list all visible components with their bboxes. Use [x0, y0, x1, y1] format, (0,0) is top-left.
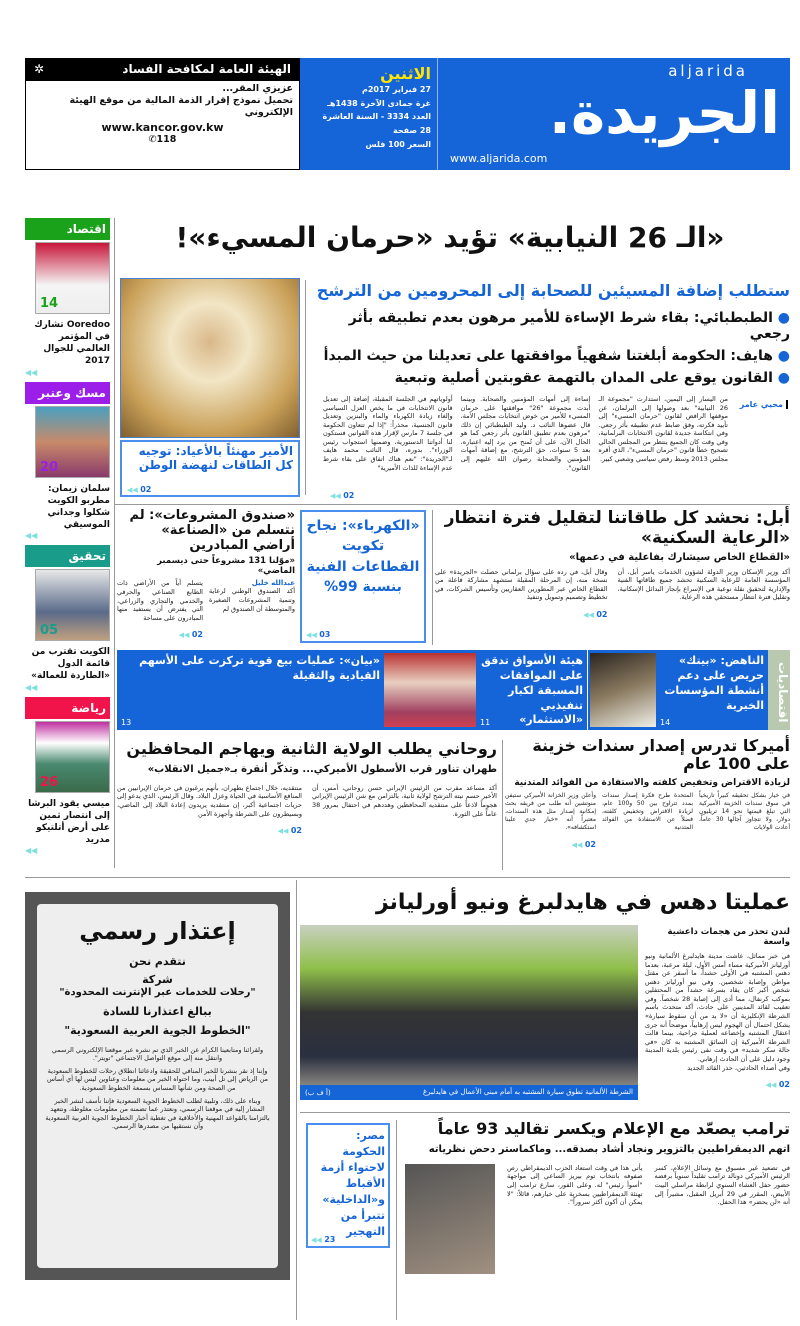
bullet-item: ● القانون يوقع على المدان بالتهمة عقوبتين أصلية وتبعية	[394, 370, 790, 387]
trump-story	[405, 1120, 790, 1274]
main-body-col: أولوياتهم في الجلسة المقبلة، إضافة إلى تعديل قانون الانتخابات في ما يخص العزل السياسي وإلغاء زيادة الكهرباء والماء والبنزين وتعديل قانون الجنسية، محذراً: "إذا لم تتعاون الحكومة في جلسة 7 مارس لإقرار هذه القوانين فستكون لنا أدواتنا الدستورية، وضمنها استجواب رئيس الوزراء". بدوره، قال النائب محمد هايف لـ"الجريدة": "نعم هناك اتفاق على بقاء شرط عدم الإساءة للذات الأميرية"	[322, 395, 453, 472]
top-advertisement[interactable]	[25, 58, 300, 170]
abel-headline: أبل: نحشد كل طاقاتنا لتقليل فترة انتظار «الرعاية السكنية»	[444, 508, 790, 548]
rouhani-body: منتقديه، خلال اجتماع بطهران، بأنهم يرغبون في حرمان الإيرانيين من المنافع الأساسية في الحياة وعزل البلاد. وقال الرئيس، الذي يدعو إلى حريات اجتماعية أكبر، إن منتقديه يريدون إعادة البلاد إلى الماضي، وبسيطرون على الشرطة وأجهزة الأمن	[117, 783, 302, 818]
ad-title: الهيئة العامة لمكافحة الفساد	[122, 62, 291, 76]
apology-advertisement[interactable]	[25, 892, 290, 1280]
sidebar-page-number: 26	[40, 774, 59, 790]
electricity-page-ref[interactable]: 03 ◀◀	[306, 630, 330, 639]
abel-subheadline: «القطاع الخاص سيشارك بفاعلية في دعمها»	[569, 552, 790, 564]
amir-photo	[120, 278, 300, 438]
economy-strip	[117, 650, 790, 730]
trump-subheadline: اتهم الديمقراطيين بالتزوير ونجاد أشاد بصدقه... وماكماستر دحض نظرياته	[428, 1144, 790, 1156]
masthead-website[interactable]: www.aljarida.com	[450, 151, 548, 165]
america-body: المتحدة طرح فكرة إصدار سندات بمدد تتراوح بين 50 و100 عام، لزيادة الاقتراض وتخفيض كلفته، فضلاً عن الاستفادة من الفوائد المتدنية	[602, 792, 693, 831]
egypt-box[interactable]	[306, 1123, 390, 1248]
apology-line: نتقدم نحن	[129, 954, 186, 968]
masthead-logo: الجريدة.	[548, 79, 780, 147]
fund-author: عبدالله خليل	[251, 579, 295, 588]
attacks-headline: عمليتا دهس في هايدلبرغ ونيو أورليانز	[375, 890, 790, 915]
sidebar-caption[interactable]: سلمان زيمان: مطربو الكويت شكلوا وجداني الموسيقي	[47, 483, 110, 530]
amir-caption-box[interactable]	[120, 440, 300, 497]
masthead-date: 27 فبراير 2017م	[361, 85, 431, 95]
fund-body: يتسلم أياً من الأراضي ذات الطابع الصناعي والحرفي والخدمي والتجاري والزراعي، التي يفترض أن يستفيد منها المبادرون على مساحة	[117, 579, 203, 622]
sidebar-page-number: 05	[40, 623, 59, 639]
apology-paragraph: ولقرائنا ومتابعينا الكرام عن الخبر الذي تم نشره عبر موقعنا الإلكتروني الرسمي وانتقل منه إلى موقع التواصل الاجتماعي "تويتر".	[51, 1045, 264, 1063]
fund-page-ref[interactable]: 02 ◀◀	[179, 630, 203, 639]
strip-label: اقتصاديات	[768, 650, 790, 730]
masthead-issue: العدد 3334 - السنة العاشرة	[322, 112, 431, 122]
more-arrows-icon: ◀◀	[25, 846, 38, 856]
strip-photo	[384, 653, 476, 727]
sidebar-caption[interactable]: الكويت تقترب من قائمة الدول «الطاردة للعمالة»	[31, 647, 110, 682]
sidebar-section-label[interactable]: تحقيق	[25, 545, 110, 567]
bullet-item: ● هايف: الحكومة أبلغتنا شفهياً موافقتها على تعديلنا من حيث المبدأ	[323, 348, 790, 365]
egypt-page-ref[interactable]: 23 ◀◀	[311, 1235, 335, 1244]
masthead-pages: 28 صفحة	[392, 125, 431, 135]
more-arrows-icon: ◀◀	[25, 682, 38, 692]
sidebar-page-number: 14	[40, 296, 59, 311]
masthead-day: الاثنين	[380, 64, 431, 83]
main-body-col: إساءة إلى أمهات المؤمنين والصحابة. وبينما أبدت مجموعة "26" موافقتها على حرمان المسيء للأمير من خوض انتخابات مجلس الأمة، قال عضوها النائب د. وليد الطبطبائي إن ذلك "مرهون بعدم تطبيق القانون بأثر رجعي كما هو الحال الآن، على أن تُمنح من يرد إليه اعتباره، بعد 5 سنوات، حق الترشح، مع إضافة أمهات المؤمنين والصحابة رضوان الله عليهم إلى القانون".	[460, 395, 591, 472]
abel-body: أكد وزير الإسكان وزير الدولة لشؤون الخدمات ياسر أبل، أن المؤسسة العامة للرعاية السكنية تحشد جميع طاقاتها الفنية والإدارية لتحقيق نقلة نوعية في الإسراع بإنجاز البدائل الإسكانية، وتقليل فترة انتظار مستحقي هذه الرعاية.	[617, 567, 790, 602]
masthead-latin-logo: aljarida	[668, 62, 748, 80]
main-author: محيي عامر	[740, 400, 788, 409]
sidebar-photo	[35, 569, 110, 641]
fund-story	[117, 509, 295, 641]
strip-item[interactable]: الناهض: «بيتك» حريص على دعم أنشطة المؤسسات الخيرية 14	[660, 654, 764, 727]
more-arrows-icon: ◀◀	[25, 367, 38, 377]
abel-story	[435, 509, 790, 621]
sidebar-section[interactable]	[25, 382, 110, 542]
amir-caption: الأمير مهنئاً بالأعياد: توجيه كل الطاقات لنهضة الوطن	[138, 444, 293, 472]
masthead-price: السعر 100 فلس	[365, 139, 431, 149]
main-bullets	[310, 310, 790, 386]
masthead	[300, 58, 790, 170]
attacks-subheadline: لندن تحذر من هجمات داعشية واسعة	[667, 927, 790, 947]
sidebar-section[interactable]	[25, 218, 110, 378]
strip-item[interactable]: «بيان»: عمليات بيع قوية تركزت على الأسهم القيادية والثقيلة 13	[121, 654, 380, 727]
masthead-info	[300, 58, 438, 170]
egypt-headline: مصر: الحكومة لاحتواء أزمة الأقباط و«الداخلية» تتبرأ من التهجير	[320, 1129, 385, 1238]
sidebar-section-label[interactable]: مسك وعنبر	[25, 382, 110, 404]
sidebar-section-label[interactable]: اقتصاد	[25, 218, 110, 240]
sidebar-section[interactable]	[25, 545, 110, 692]
sidebar-page-number: 20	[40, 459, 59, 475]
sidebar-section[interactable]	[25, 697, 110, 857]
sidebar-photo	[35, 242, 110, 314]
trump-photo	[405, 1164, 495, 1274]
anticorruption-logo-icon: ✲	[34, 62, 45, 76]
main-page-ref[interactable]: 02 ◀◀	[330, 491, 354, 500]
sidebar	[25, 218, 110, 860]
main-body-col: من اليسار إلى اليمين، استدارت "مجموعة الـ 26 النيابية" بعد وصولها إلى البرلمان، عن موقفها الرافض لقانون "حرمان المسيء" إلى تأييد فكرته، وفق ضابط عدم تطبيقه بأثر رجعي. وفي انتكاسة جديدة لقانون الانتخابات البرلمانية، وفي وقت كان الجميع ينتظر من المجلس الحالي تصحيح خطأ قانون "حرمان المسيء"، الذي أقره مجلس 2013 وسط رفض سياسي وشعبي كبير.	[598, 395, 728, 464]
fund-body: أكد الصندوق الوطني لرعاية وتنمية المشروعات الصغيرة والمتوسطة أن الصندوق لم	[209, 587, 295, 613]
apology-paragraph: وإننا إذ نقر بنشرنا للخبر المنافي للحقيقة وادعائنا انطلاق رحلات للخطوط السعودية من الرياض إلى تل أبيب، وما احتواه الخبر من معلومات وعناوين ليس لها أي أساس من الصحة ومن شأنها المساس بسمعة الخطوط السعودية.	[46, 1066, 269, 1092]
abel-body: وقال أبل، في رده على سؤال برلماني حصلت «الجريدة» على نسخة منه، إن المرحلة المقبلة ستشهد مشاركة فاعلة من القطاع الخاص عبر المطورين العقاريين وتأسيس الشركات، في تخطيط وتصميم وتمويل وتنفيذ	[435, 567, 608, 602]
ad-phone: ✆118	[148, 134, 177, 146]
abel-page-ref[interactable]: 02 ◀◀	[583, 610, 607, 619]
apology-paragraph: وبناء على ذلك، وتلبية لطلب الخطوط الجوية السعودية فإننا نأسف لنشر الخبر المشار إليه في موقعنا الرسمي، ونعتذر عما تضمنه من معلومات مغلوطة، ونتعهد بالتزامنا بالقواعد المهنية والأخلاقية في تغطية أخبار الخطوط الجوية العربية السعودية وأن نستقيها من مصدرها الرسمي.	[45, 1096, 270, 1131]
trump-body: يأتي هذا في وقت استعاد الحزب الديمقراطي رص صفوفه بانتخاب توم بيريز الساعي إلى مواجهة "أسوأ رئيس" له. وعلى الفور، سارع ترامب إلى تهنئة الديمقراطيين بسخرية على خيارهم، قائلاً: "لا يمكن أن أكون أكثر سروراً".	[507, 1163, 643, 1207]
apology-company: "رحلات للخدمات عبر الإنترنت المحدودة"	[59, 986, 256, 998]
apology-title: إعتذار رسمي	[79, 917, 236, 945]
rouhani-headline: روحاني يطلب الولاية الثانية ويهاجم المحافظين	[126, 739, 497, 758]
main-headline: «الـ 26 النيابية» تؤيد «حرمان المسيء»!	[175, 221, 725, 254]
america-page-ref[interactable]: 02 ◀◀	[572, 840, 596, 849]
more-arrows-icon: ◀◀	[25, 531, 38, 541]
america-body: وأعلن وزير الخزانة الأميركي ستيفن منوتشين أنه طلب من فريقه بحث إمكانية إصدار مثل هذه السندات، معتبراً أنه «خيار جدي علينا استكشافه».	[505, 792, 596, 831]
attacks-body: وفي أصداء الحادثين، حذر القائد الجديد	[687, 1063, 790, 1072]
ad-title-bar	[26, 59, 299, 81]
rouhani-body: أكد مساعد مقرب من الرئيس الإيراني حسن روحاني، أمس، أن الأخير حسم نيته الترشح لولاية ثانية، بالتزامن مع شن الرئيس الإيراني هجوماً لاذعاً على منتقديه المحافظين وهددهم في احتفال بمرور 38 عاماً على الثورة.	[312, 783, 497, 818]
attacks-photo	[300, 925, 638, 1100]
attacks-page-ref[interactable]: 02 ◀◀	[766, 1080, 790, 1089]
main-subheadline: ستطلب إضافة المسيئين للصحابة إلى المحرومين من الترشح	[316, 281, 790, 300]
strip-photo	[590, 653, 656, 727]
amir-page-ref[interactable]: 02 ◀◀	[127, 485, 151, 494]
apology-line: شركة	[142, 973, 173, 987]
ad-line-1: عزيزي المقر...	[222, 83, 293, 94]
fund-subheadline: «موّلنا 131 مشروعاً حتى ديسمبر الماضي»	[157, 555, 295, 576]
sidebar-caption[interactable]: ميسي يقود البرشا إلى انتصار ثمين على أرض أتلتيكو مدريد	[28, 798, 110, 845]
electricity-box[interactable]	[300, 510, 426, 643]
trump-body: في تصعيد غير مسبوق مع وسائل الإعلام، كسر الرئيس الأميركي دونالد ترامب تقليداً سنوياً برفضه حضور حفل العشاء السنوي لرابطة مراسلي البيت الأبيض، المقرر في 29 أبريل المقبل، مشيراً إلى أنه «لن يحضر» هذا الحفل.	[654, 1163, 790, 1207]
electricity-headline: «الكهرباء»: نجاح تكويت القطاعات الفنية بنسبة 99%	[306, 518, 420, 595]
attacks-body: في خبر مماثل، عاشت مدينة هايدلبرغ الألمانية ونيو أورليانز الأميركية مساء أمس الأول، ليلة مرعبة، بعدما دهس المشتبه في الأولى حشداً، ما أسفر عن مقتل مواطن وإصابة شخصين. وفي نيو أورليانز دهس شخص أكبر كان يقاد بسرعة حشداً من المحتفلين بموكب كرنفال، مما أدى إلى إصابة 28 شخصاً. وفي تعقيب لقائد المدينين على حادث، أكد متحدث باسم الشرطة الإنكليزية أن «لا بد من أن سقوط سيارة» يشكل احتمال أن الهجوم ليس إرهابياً، موضحاً أنه جرى اعتقال المشتبه وإخضاعه لعملية جراحية، بينما قالت الشرطة الأميركية إن السائق المشتبه به كان «في حالة سكر شديد» في وقت نفى رئيس بلدية المدينة وجود دليل على أن الحادث إرهابي.	[645, 952, 790, 1063]
rouhani-page-ref[interactable]: 02 ◀◀	[278, 826, 302, 835]
america-body: في خيار بشكل تحقيقه كبيراً تاريخياً في سوق سندات الخزينة الأميركية التي تبلغ قيمتها نحو 14 تريليون دولار، ولا تتجاوز آجالها 30 عاماً، أعادت الولايات	[699, 792, 790, 831]
rouhani-story	[117, 740, 497, 837]
sidebar-caption[interactable]: Ooredoo تشارك في المؤتمر العالمي للجوال 2017	[34, 320, 110, 367]
strip-item[interactable]: هيئة الأسواق تدقق على الموافقات المسبقة لكبار تنفيذيي «الاستثمار» 11	[476, 650, 588, 730]
ad-url[interactable]: www.kancor.gov.kw	[101, 120, 224, 134]
masthead-hijri-date: غرة جمادى الآخرة 1438هـ	[327, 98, 431, 108]
attacks-photo-caption: الشرطة الألمانية تطوق سيارة المشتبه به أمام مبنى الأعمال في هايدلبرغ	[300, 1085, 638, 1100]
apology-line: ببالغ اعتذارنا للسادة	[103, 1005, 212, 1019]
america-subheadline: لزيادة الاقتراض وتخفيض كلفته والاستفادة من الفوائد المتدنية	[514, 777, 790, 788]
apology-airline: "الخطوط الجوية العربية السعودية"	[64, 1024, 251, 1038]
photo-credit: (أ ف ب)	[305, 1089, 331, 1097]
fund-headline: «صندوق المشروعات»: لم نتسلم من «الصناعة» أراضي المبادرين	[129, 508, 295, 553]
ad-line-2: تحميل نموذج إقرار الذمة المالية من موقع الهيئة الإلكتروني	[69, 94, 293, 118]
rouhani-subheadline: طهران تناور قرب الأسطول الأميركي... وتذكّر أنقرة بـ«جميل الانقلاب»	[147, 764, 497, 776]
sidebar-section-label[interactable]: رياضة	[25, 697, 110, 719]
trump-headline: ترامب يصعّد مع الإعلام ويكسر تقاليد 93 عاماً	[437, 1119, 790, 1138]
america-headline: أميركا تدرس إصدار سندات خزينة على 100 عام	[532, 736, 790, 774]
america-story	[505, 737, 790, 851]
bullet-item: ● الطبطبائي: بقاء شرط الإساءة للأمير مرهون بعدم تطبيقه بأثر رجعي	[348, 310, 790, 343]
sidebar-photo	[35, 721, 110, 793]
sidebar-photo	[35, 406, 110, 478]
